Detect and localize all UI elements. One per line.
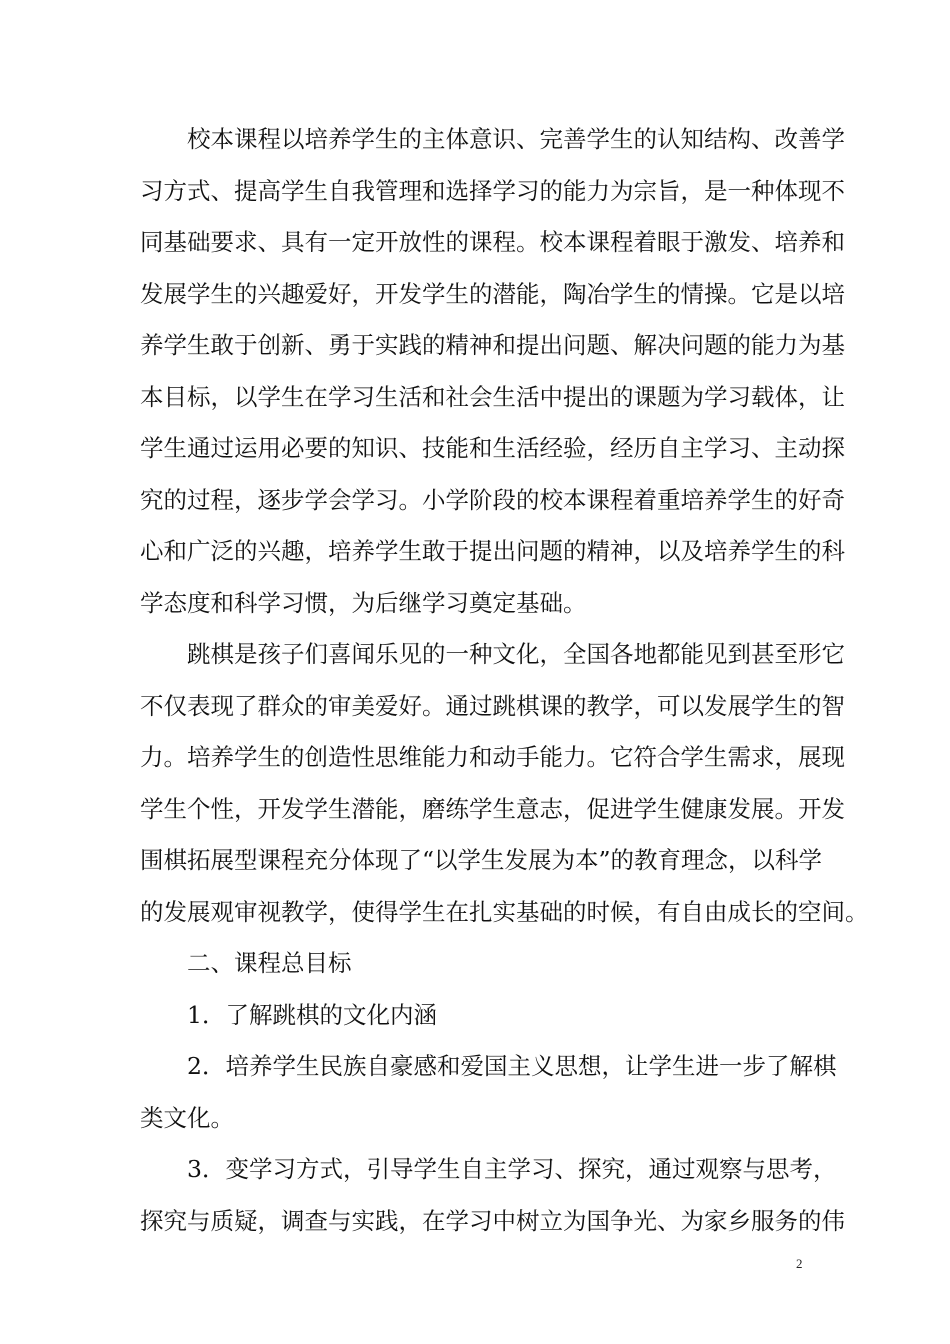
paragraph-2-line: 学生个性，开发学生潜能，磨练学生意志，促进学生健康发展。开发 [140,794,845,823]
paragraph-1-line: 养学生敢于创新、勇于实践的精神和提出问题、解决问题的能力为基 [140,331,845,359]
paragraph-2-line: 不仅表现了群众的审美爱好。通过跳棋课的教学，可以发展学生的智 [140,691,845,720]
goal-1: 1．了解跳棋的文化内涵 [187,1000,437,1029]
paragraph-1-line: 习方式、提高学生自我管理和选择学习的能力为宗旨，是一种体现不 [140,176,845,205]
section-heading: 二、课程总目标 [187,949,352,977]
goal-2-line: 2．培养学生民族自豪感和爱国主义思想，让学生进一步了解棋 [187,1052,837,1080]
goal-3-line: 3．变学习方式，引导学生自主学习、探究，通过观察与思考， [187,1155,837,1183]
paragraph-2-line: 围棋拓展型课程充分体现了“以学生发展为本”的教育理念，以科学 [140,846,823,874]
goal-3-line: 探究与质疑，调查与实践，在学习中树立为国争光、为家乡服务的伟 [140,1206,845,1235]
paragraph-1-line: 心和广泛的兴趣，培养学生敢于提出问题的精神，以及培养学生的科 [140,537,845,565]
paragraph-2-line: 跳棋是孩子们喜闻乐见的一种文化，全国各地都能见到甚至形它 [187,640,845,668]
paragraph-2-line: 的发展观审视教学，使得学生在扎实基础的时候，有自由成长的空间。 [140,897,869,926]
paragraph-1-line: 同基础要求、具有一定开放性的课程。校本课程着眼于激发、培养和 [140,228,845,256]
page-number: 2 [796,1256,803,1271]
paragraph-1-line: 校本课程以培养学生的主体意识、完善学生的认知结构、改善学 [187,125,845,153]
paragraph-2-line: 力。培养学生的创造性思维能力和动手能力。它符合学生需求，展现 [140,743,845,771]
paragraph-1-line: 学态度和科学习惯，为后继学习奠定基础。 [140,588,587,617]
goal-2-line: 类文化。 [140,1103,234,1132]
paragraph-1-line: 本目标，以学生在学习生活和社会生活中提出的课题为学习载体，让 [140,382,845,411]
paragraph-1-line: 学生通过运用必要的知识、技能和生活经验，经历自主学习、主动探 [140,434,845,462]
paragraph-1-line: 发展学生的兴趣爱好，开发学生的潜能，陶冶学生的情操。它是以培 [140,279,845,308]
paragraph-1-line: 究的过程，逐步学会学习。小学阶段的校本课程着重培养学生的好奇 [140,485,845,514]
